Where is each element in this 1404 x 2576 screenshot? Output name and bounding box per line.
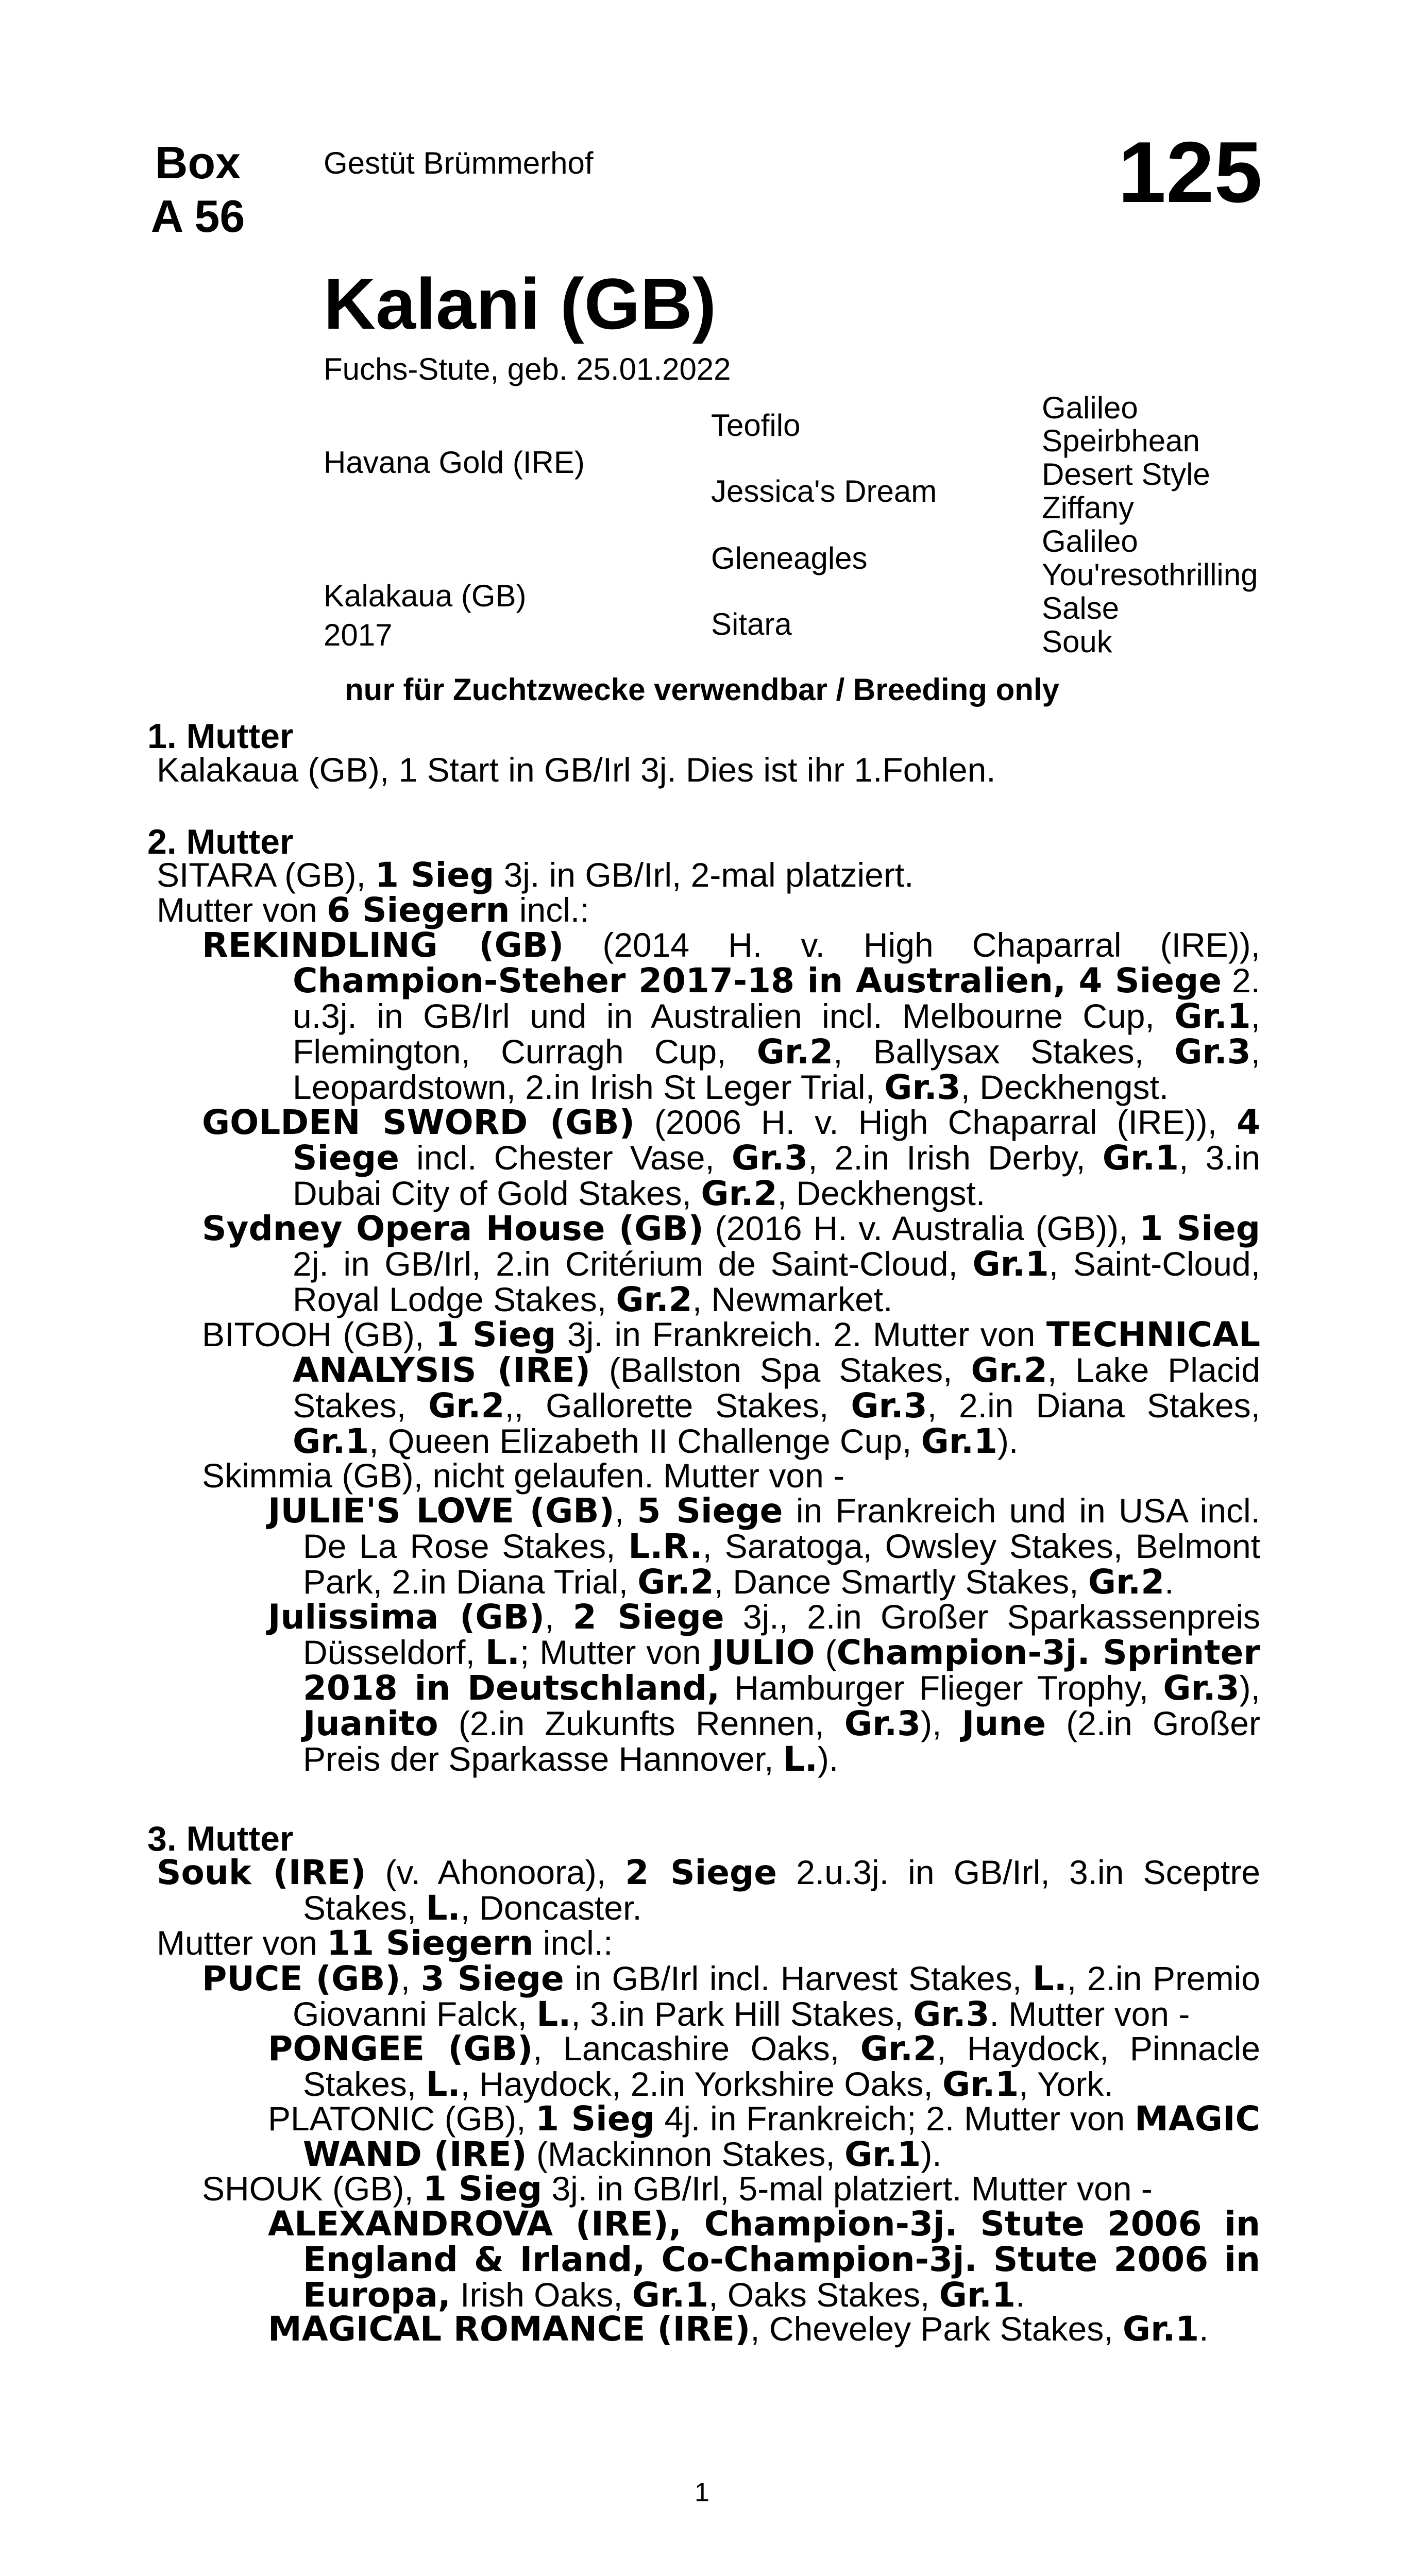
- text-run: , Haydock, 2.in Yorkshire Oaks,: [460, 2065, 943, 2103]
- bold-run: Gr.1: [293, 1421, 369, 1461]
- third-dam-title: 3. Mutter: [147, 1819, 294, 1858]
- bold-run: 1 Sieg: [423, 2169, 543, 2209]
- bold-run: 1 Sieg: [535, 2099, 655, 2139]
- text-run: 3j. in GB/Irl, 2-mal platziert.: [494, 856, 914, 894]
- bold-run: Gr.3: [884, 1067, 961, 1107]
- third-dam-sub-entry-alexandrova: [268, 2204, 1260, 2315]
- pedigree-g3-2: Speirbhean: [1042, 423, 1200, 458]
- pedigree-sire-dam: Jessica's Dream: [711, 474, 937, 509]
- text-run: , Newmarket.: [692, 1280, 893, 1318]
- bold-run: Gr.1: [632, 2275, 709, 2315]
- bold-run: Gr.2: [637, 1562, 714, 1602]
- text-run: SITARA (GB),: [157, 856, 376, 894]
- text-run: (v. Ahonoora),: [366, 1853, 625, 1891]
- breeder-name: Gestüt Brümmerhof: [324, 146, 594, 180]
- bold-run: Julissima (GB): [268, 1597, 545, 1637]
- first-dam-title: 1. Mutter: [147, 717, 294, 756]
- bold-run: MAGIC WAND (IRE): [303, 2099, 1260, 2174]
- bold-run: Gr.2: [428, 1386, 505, 1426]
- text-run: Mutter von: [157, 891, 327, 929]
- text-run: Hamburger Flieger Trophy,: [720, 1669, 1163, 1707]
- text-run: SHOUK (GB),: [202, 2170, 424, 2208]
- bold-run: ALEXANDROVA (IRE), Champion-3j. Stute 2006 in England & Irland, Co-Champion-3j. Stute 2006 in Europa,: [268, 2204, 1260, 2315]
- third-dam-entry-shouk: [202, 2171, 1153, 2207]
- bold-run: Gr.2: [616, 1280, 692, 1319]
- bold-run: Gr.1: [972, 1244, 1049, 1284]
- bold-run: Juanito: [303, 1704, 438, 1743]
- bold-run: 1 Sieg: [435, 1315, 556, 1354]
- bold-run: Gr.1: [942, 2064, 1019, 2104]
- bold-run: Sydney Opera House (GB): [202, 1209, 704, 1248]
- lot-number: 125: [1118, 124, 1262, 221]
- bold-run: Champion-3j. Sprinter 2018 in Deutschland,: [303, 1633, 1260, 1708]
- bold-run: Souk (IRE): [157, 1853, 366, 1892]
- text-run: ),: [921, 1704, 962, 1742]
- text-run: , 3.in Park Hill Stakes,: [571, 1995, 914, 2033]
- pedigree-dam-dam: Sitara: [711, 607, 792, 641]
- pedigree-dam-sire: Gleneagles: [711, 541, 868, 575]
- box-label-line1: Box: [155, 137, 241, 188]
- text-run: .: [1016, 2276, 1025, 2314]
- text-run: ,: [545, 1598, 573, 1636]
- second-dam-sub-entry-julies-love: [268, 1491, 1261, 1602]
- bold-run: 11 Siegern: [327, 1923, 534, 1963]
- text-run: PLATONIC (GB),: [268, 2099, 536, 2138]
- text-run: (2.in Großer Preis der Sparkasse Hannover,: [303, 1704, 1260, 1778]
- bold-run: Gr.3: [1174, 1032, 1251, 1072]
- bold-run: Gr.3: [851, 1386, 927, 1426]
- box-label-line2: A 56: [150, 191, 245, 242]
- bold-run: Gr.2: [756, 1032, 834, 1072]
- text-run: , Deckhengst.: [960, 1068, 1169, 1106]
- text-run: (Ballston Spa Stakes,: [590, 1351, 971, 1389]
- text-run: 4j. in Frankreich; 2. Mutter von: [654, 2099, 1135, 2138]
- text-run: 3j., 2.in Großer Sparkassenpreis Düsseldorf,: [303, 1598, 1260, 1671]
- bold-run: L.: [485, 1633, 520, 1672]
- text-run: 2.u.3j. in GB/Irl, 3.in Sceptre Stakes,: [303, 1853, 1261, 1927]
- pedigree-g3-3: Desert Style: [1042, 457, 1210, 492]
- text-run: ,: [614, 1492, 637, 1530]
- pedigree-dam-year: 2017: [324, 618, 393, 652]
- bold-run: MAGICAL ROMANCE (IRE): [268, 2309, 751, 2349]
- second-dam-entry-golden-sword: [202, 1103, 1260, 1213]
- second-dam-title: 2. Mutter: [147, 822, 294, 861]
- horse-description: Fuchs-Stute, geb. 25.01.2022: [324, 352, 731, 386]
- bold-run: Gr.3: [731, 1138, 808, 1178]
- bold-run: JULIE'S LOVE (GB): [268, 1491, 615, 1531]
- bold-run: 2 Siege: [625, 1853, 777, 1892]
- text-run: , 2.in Premio Giovanni Falck,: [293, 1959, 1260, 2033]
- second-dam-entry-bitooh: [202, 1315, 1261, 1461]
- pedigree-sire-sire: Teofilo: [711, 408, 801, 443]
- third-dam-entry-puce: [202, 1959, 1260, 2034]
- bold-run: Champion-Steher 2017-18 in Australien, 4 Siege: [293, 961, 1222, 1001]
- text-run: , York.: [1019, 2065, 1113, 2103]
- bold-run: L.: [536, 1994, 571, 2034]
- bold-run: Gr.3: [1163, 1668, 1240, 1708]
- breeding-only-notice: nur für Zuchtzwecke verwendbar / Breeding only: [345, 672, 1059, 707]
- text-run: 2j. in GB/Irl, 2.in Critérium de Saint-Cloud,: [293, 1245, 973, 1283]
- bold-run: PUCE (GB): [202, 1959, 401, 1998]
- bold-run: PONGEE (GB): [268, 2029, 533, 2069]
- text-run: , Lake Placid Stakes,: [293, 1351, 1261, 1425]
- text-run: (: [815, 1633, 837, 1671]
- third-dam-sub-entry-platonic: [268, 2099, 1260, 2174]
- bold-run: June: [961, 1704, 1046, 1743]
- pedigree-sire: Havana Gold (IRE): [324, 445, 585, 480]
- page-number: 1: [695, 2478, 709, 2507]
- bold-run: 2 Siege: [572, 1597, 724, 1637]
- text-run: .: [1164, 1563, 1174, 1601]
- bold-run: L.: [426, 1888, 461, 1928]
- text-run: ; Mutter von: [519, 1633, 712, 1671]
- bold-run: L.: [783, 1739, 818, 1779]
- bold-run: 5 Siege: [637, 1491, 783, 1531]
- text-run: , 3.in Dubai City of Gold Stakes,: [293, 1139, 1260, 1212]
- text-run: , Oaks Stakes,: [708, 2276, 939, 2314]
- text-run: incl.:: [510, 891, 589, 929]
- bold-run: 1 Sieg: [1139, 1209, 1260, 1248]
- bold-run: Gr.3: [913, 1994, 990, 2034]
- second-dam-line2: [157, 892, 589, 928]
- text-run: ),: [1239, 1669, 1260, 1707]
- first-dam-text: Kalakaua (GB), 1 Start in GB/Irl 3j. Dies ist ihr 1.Fohlen.: [157, 751, 996, 789]
- text-run: ).: [997, 1422, 1019, 1460]
- text-run: , Doncaster.: [460, 1889, 642, 1927]
- text-run: (2014 H. v. High Chaparral (IRE)),: [564, 926, 1261, 964]
- text-run: , Dance Smartly Stakes,: [714, 1563, 1088, 1601]
- bold-run: 3 Siege: [420, 1959, 564, 1998]
- text-run: (2.in Zukunfts Rennen,: [438, 1704, 844, 1742]
- third-dam-line1: [157, 1853, 1261, 1928]
- bold-run: Gr.1: [1122, 2309, 1199, 2349]
- text-run: , Saratoga, Owsley Stakes, Belmont Park, 2.in Diana Trial,: [303, 1527, 1261, 1601]
- second-dam-entry-rekindling: [202, 925, 1261, 1107]
- text-run: incl.:: [533, 1924, 613, 1962]
- bold-run: L.R.: [628, 1527, 703, 1566]
- text-run: 3j. in GB/Irl, 5-mal platziert. Mutter von -: [542, 2170, 1153, 2208]
- text-run: , Saint-Cloud, Royal Lodge Stakes,: [293, 1245, 1260, 1318]
- text-run: .: [1199, 2310, 1209, 2348]
- pedigree-g3-1: Galileo: [1042, 391, 1138, 425]
- text-run: , Leopardstown, 2.in Irish St Leger Trial,: [293, 1032, 1260, 1106]
- text-run: incl. Chester Vase,: [399, 1139, 732, 1177]
- third-dam-sub-entry-magical-romance: [268, 2311, 1209, 2347]
- text-run: (Mackinnon Stakes,: [527, 2135, 844, 2173]
- text-run: ).: [817, 1740, 839, 1778]
- bold-run: TECHNICAL ANALYSIS (IRE): [293, 1315, 1261, 1390]
- second-dam-skimmia: Skimmia (GB), nicht gelaufen. Mutter von -: [202, 1456, 845, 1495]
- bold-run: Gr.1: [939, 2275, 1016, 2315]
- bold-run: Gr.1: [844, 2134, 921, 2174]
- text-run: , Lancashire Oaks,: [533, 2029, 860, 2067]
- bold-run: Gr.3: [844, 1704, 921, 1743]
- text-run: , 2.in Diana Stakes,: [927, 1386, 1261, 1425]
- second-dam-sub-entry-julissima: [268, 1597, 1260, 1779]
- bold-run: L.: [1032, 1959, 1067, 1998]
- text-run: Irish Oaks,: [450, 2276, 632, 2314]
- text-run: , Deckhengst.: [777, 1174, 986, 1212]
- pedigree-g3-4: Ziffany: [1042, 490, 1134, 525]
- bold-run: 1 Sieg: [375, 855, 495, 895]
- bold-run: Gr.2: [701, 1174, 777, 1213]
- text-run: , 2.in Irish Derby,: [808, 1139, 1103, 1177]
- bold-run: JULIO: [711, 1633, 815, 1672]
- bold-run: Gr.2: [971, 1350, 1047, 1390]
- horse-name: Kalani (GB): [324, 263, 717, 344]
- bold-run: Gr.2: [1088, 1562, 1165, 1602]
- text-run: , Cheveley Park Stakes,: [750, 2310, 1123, 2348]
- third-dam-sub-entry-pongee: [268, 2029, 1261, 2104]
- bold-run: REKINDLING (GB): [202, 925, 564, 965]
- text-run: in GB/Irl incl. Harvest Stakes,: [564, 1959, 1033, 1997]
- text-run: 3j. in Frankreich. 2. Mutter von: [556, 1315, 1046, 1353]
- pedigree-dam: Kalakaua (GB): [324, 579, 527, 613]
- text-run: BITOOH (GB),: [202, 1315, 435, 1353]
- pedigree-g3-7: Salse: [1042, 591, 1120, 625]
- text-run: ,: [400, 1959, 421, 1997]
- bold-run: Gr.1: [921, 1421, 997, 1461]
- text-run: ,, Gallorette Stakes,: [504, 1386, 851, 1425]
- bold-run: Gr.2: [860, 2029, 937, 2069]
- text-run: ).: [921, 2135, 942, 2173]
- text-run: , Flemington, Curragh Cup,: [293, 997, 1260, 1071]
- text-run: in Frankreich und in USA incl. De La Rose Stakes,: [303, 1492, 1260, 1565]
- text-run: , Ballysax Stakes,: [833, 1032, 1175, 1071]
- box-label: [136, 136, 260, 243]
- bold-run: Gr.1: [1102, 1138, 1179, 1178]
- pedigree-g3-8: Souk: [1042, 624, 1112, 659]
- pedigree-g3-6: You'resothrilling: [1042, 557, 1258, 592]
- bold-run: 4 Siege: [293, 1103, 1260, 1178]
- text-run: , Queen Elizabeth II Challenge Cup,: [369, 1422, 921, 1460]
- bold-run: L.: [426, 2064, 461, 2104]
- text-run: . Mutter von -: [989, 1995, 1190, 2033]
- second-dam-line1: [157, 857, 914, 893]
- text-run: (2006 H. v. High Chaparral (IRE)),: [634, 1103, 1237, 1141]
- second-dam-entry-sydney-opera-house: [202, 1209, 1260, 1319]
- bold-run: GOLDEN SWORD (GB): [202, 1103, 635, 1142]
- bold-run: 6 Siegern: [327, 890, 510, 930]
- text-run: , Haydock, Pinnacle Stakes,: [303, 2029, 1261, 2103]
- bold-run: Gr.1: [1174, 996, 1251, 1036]
- third-dam-line2: [157, 1925, 613, 1961]
- text-run: Mutter von: [157, 1924, 327, 1962]
- pedigree-g3-5: Galileo: [1042, 524, 1138, 558]
- text-run: (2016 H. v. Australia (GB)),: [703, 1209, 1140, 1247]
- text-run: 2. u.3j. in GB/Irl und in Australien incl. Melbourne Cup,: [293, 961, 1260, 1035]
